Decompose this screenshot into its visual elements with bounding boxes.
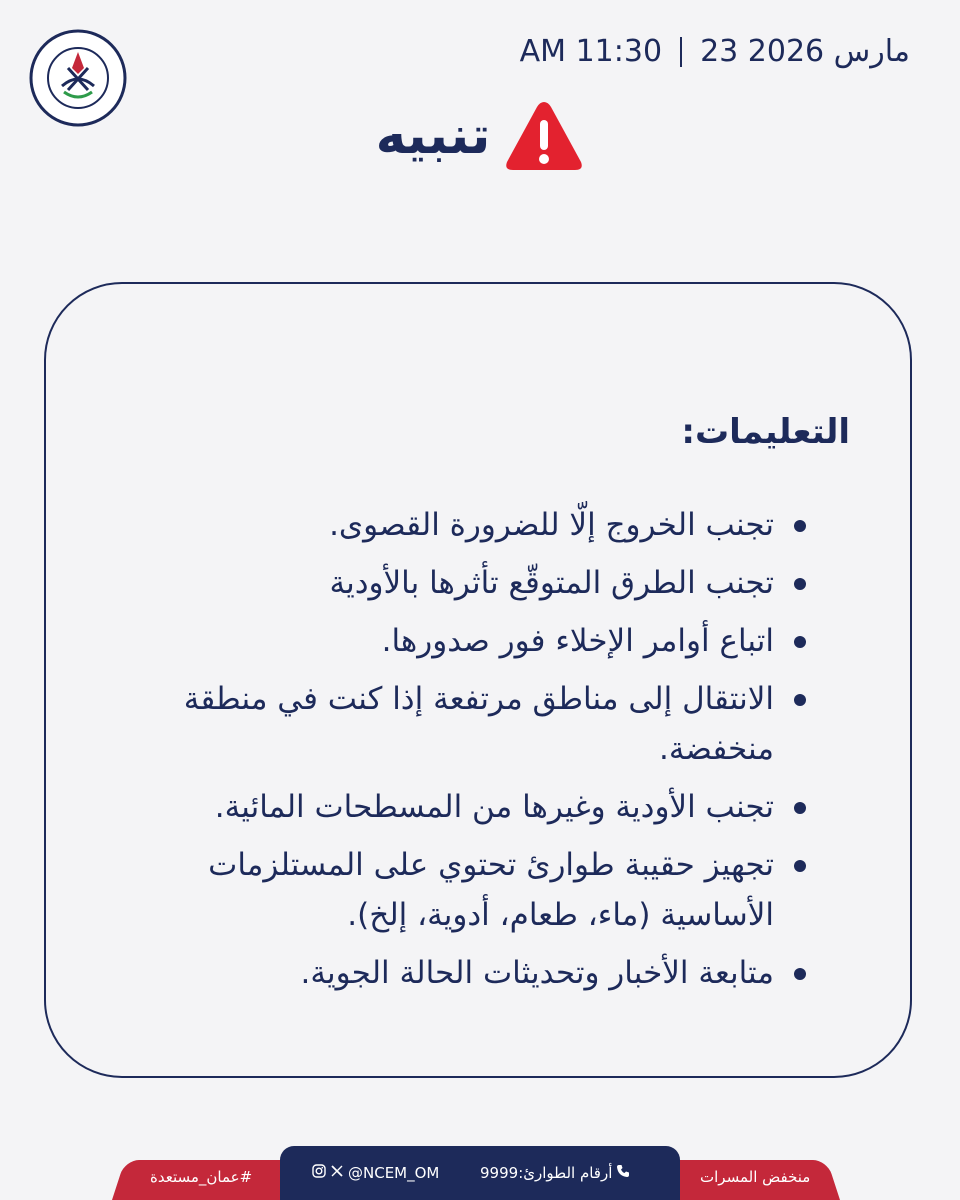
date-text: 23 مارس 2026 <box>700 34 910 69</box>
social-links[interactable] <box>312 1164 439 1182</box>
phone-icon <box>616 1164 630 1182</box>
low-pressure-label: منخفض المسرات <box>700 1168 811 1186</box>
list-item: تجنب الطرق المتوقّع تأثرها بالأودية <box>130 558 810 608</box>
x-icon <box>330 1164 344 1182</box>
instructions-list <box>130 500 810 1006</box>
date-time-bar <box>520 34 910 69</box>
instagram-icon <box>312 1164 326 1182</box>
list-item: تجنب الأودية وغيرها من المسطحات المائية. <box>130 782 810 832</box>
list-item: تجهيز حقيبة طوارئ تحتوي على المستلزمات الأساسية (ماء، طعام، أدوية، إلخ). <box>130 840 810 940</box>
list-item: اتباع أوامر الإخلاء فور صدورها. <box>130 616 810 666</box>
hashtag-text: #عمان_مستعدة <box>150 1168 253 1186</box>
time-text: AM 11:30 <box>519 34 663 69</box>
instructions-title: التعليمات: <box>681 412 850 452</box>
emergency-numbers <box>480 1164 630 1182</box>
footer-bar <box>0 1146 960 1200</box>
emergency-label: أرقام الطوارئ:9999 <box>480 1164 613 1182</box>
alert-heading <box>0 98 960 174</box>
list-item: الانتقال إلى مناطق مرتفعة إذا كنت في منطقة منخفضة. <box>130 674 810 774</box>
warning-triangle-icon <box>504 98 584 174</box>
social-handle: @NCEM_OM <box>348 1164 440 1182</box>
divider <box>680 37 682 67</box>
page-title: تنبيه <box>375 106 491 166</box>
list-item: تجنب الخروج إلّا للضرورة القصوى. <box>130 500 810 550</box>
list-item: متابعة الأخبار وتحديثات الحالة الجوية. <box>130 948 810 998</box>
